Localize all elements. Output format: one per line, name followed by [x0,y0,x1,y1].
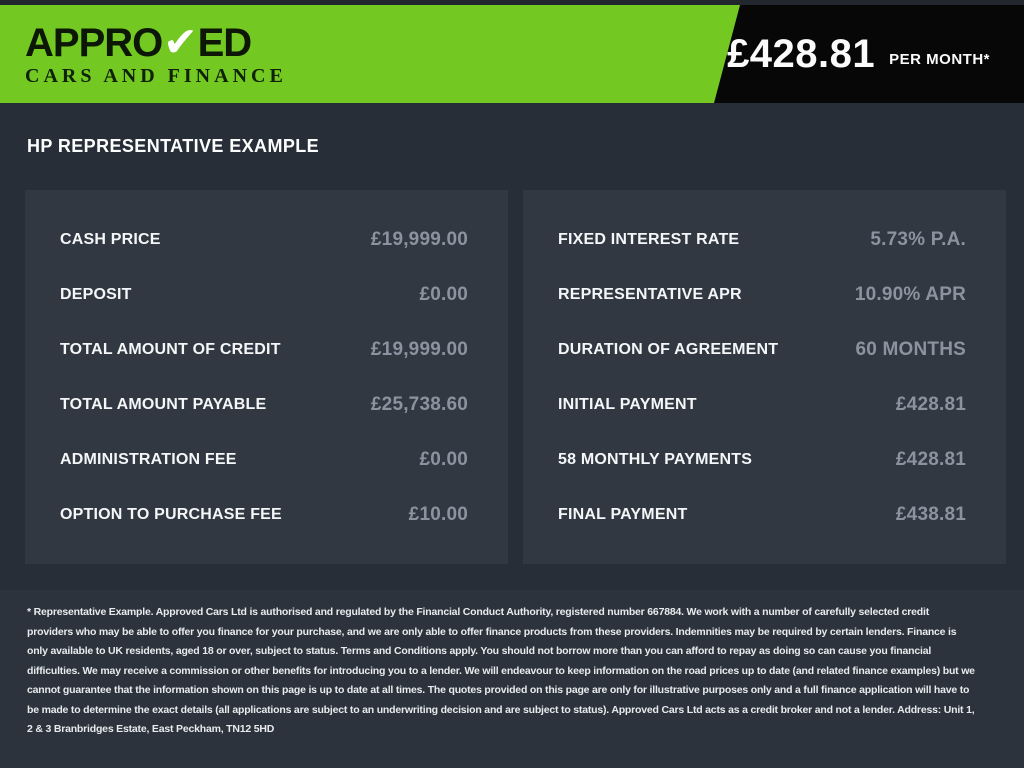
finance-row-value: £0.00 [419,283,468,305]
finance-row-label: DURATION OF AGREEMENT [558,340,779,358]
finance-row-option-fee [60,487,468,542]
finance-row-label: OPTION TO PURCHASE FEE [60,505,282,523]
disclaimer-text: * Representative Example. Approved Cars Ltd is authorised and regulated by the Financial Conduct Authority, registered number 667884. We work with a number of carefully selected credit providers who may be able to offer you finance for your purchase, and we are only able to offer finance products from these providers. Indemnities may be required by certain lenders. Finance is only available to UK residents, aged 18 or over, subject to status. Terms and Conditions apply. You should not borrow more than you can afford to repay as doing so can cause you financial difficulties. We may receive a commission or other benefits for introducing you to a lender. We will endeavour to keep information on the road prices up to date (and related finance examples) but we cannot guarantee that the information shown on this page is up to date at all times. The quotes provided on this page are only for illustrative purposes only and a full finance application will have to be made to determine the exact details (all applications are subject to an underwriting decision and are subject to status). Approved Cars Ltd acts as a credit broker and not a lender. Address: Unit 1, 2 & 3 Branbridges Estate, East Peckham, TN12 5HD [27,606,975,735]
terms-panel [523,190,1006,564]
monthly-price-value: £428.81 [727,31,876,76]
logo-wordmark [25,18,287,66]
finance-row-value: £428.81 [895,393,966,415]
finance-row-label: TOTAL AMOUNT OF CREDIT [60,340,281,358]
finance-row-interest-rate [558,212,966,267]
finance-row-apr [558,267,966,322]
finance-row-admin-fee [60,432,468,487]
logo-word-post: ED [197,21,252,65]
finance-row-label: REPRESENTATIVE APR [558,285,742,303]
finance-row-deposit [60,267,468,322]
finance-row-monthly-payments [558,432,966,487]
main-content [0,103,1024,564]
monthly-price [727,5,990,103]
header-banner [0,5,1024,103]
finance-row-value: £438.81 [895,503,966,525]
finance-row-duration [558,322,966,377]
finance-row-label: 58 MONTHLY PAYMENTS [558,450,753,468]
logo-subtitle: CARS AND FINANCE [25,65,287,87]
finance-row-value: £428.81 [895,448,966,470]
finance-row-value: 10.90% APR [854,283,966,305]
finance-row-value: £0.00 [419,448,468,470]
finance-panels [25,190,1006,564]
page-title: HP REPRESENTATIVE EXAMPLE [27,136,320,156]
costs-panel [25,190,508,564]
finance-row-label: DEPOSIT [60,285,132,303]
finance-row-cash-price [60,212,468,267]
finance-row-value: £19,999.00 [370,228,468,250]
monthly-price-suffix: PER MONTH* [889,50,990,68]
finance-row-label: INITIAL PAYMENT [558,395,697,413]
finance-row-label: ADMINISTRATION FEE [60,450,237,468]
finance-row-final-payment [558,487,966,542]
finance-row-value: £10.00 [408,503,468,525]
footer [0,590,1024,768]
finance-row-value: £19,999.00 [370,338,468,360]
check-icon: ✔ [163,18,197,66]
finance-row-label: FINAL PAYMENT [558,505,688,523]
finance-row-value: £25,738.60 [370,393,468,415]
finance-row-total-payable [60,377,468,432]
finance-row-initial-payment [558,377,966,432]
brand-logo [25,18,287,87]
finance-row-label: TOTAL AMOUNT PAYABLE [60,395,267,413]
finance-row-label: FIXED INTEREST RATE [558,230,740,248]
finance-row-value: 60 MONTHS [855,338,966,360]
logo-word-pre: APPRO [25,21,163,65]
finance-row-value: 5.73% P.A. [870,228,966,250]
finance-row-label: CASH PRICE [60,230,161,248]
finance-row-total-credit [60,322,468,377]
